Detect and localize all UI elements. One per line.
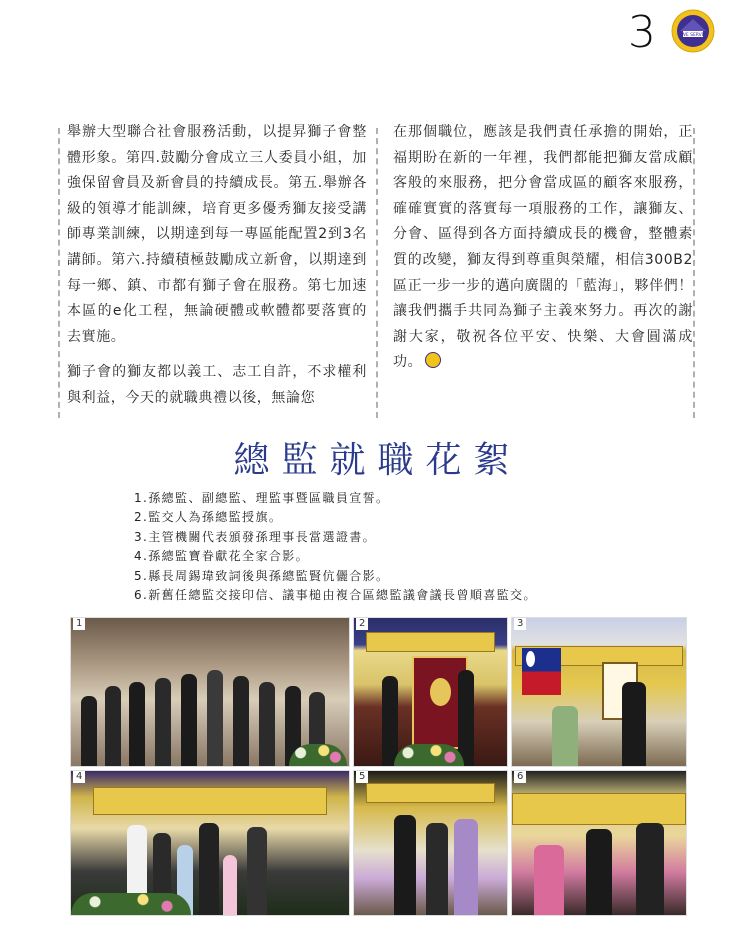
flower-arrangement <box>71 893 191 915</box>
lions-club-logo-icon <box>671 9 715 53</box>
photo-seal-handover <box>511 770 687 916</box>
photo-captions <box>134 489 537 605</box>
person-figure <box>207 670 223 766</box>
person-figure <box>259 682 275 766</box>
person-figure <box>426 823 448 915</box>
person-figure <box>81 696 97 766</box>
section-title: 總監就職花絮 <box>233 440 522 481</box>
person-figure <box>382 676 398 766</box>
ceremony-banner <box>93 787 327 815</box>
lions-emblem-icon <box>425 352 441 368</box>
person-figure <box>247 827 267 915</box>
person-figure <box>129 682 145 766</box>
left-dashed-border <box>58 128 60 418</box>
article-paragraph: 在那個職位，應該是我們責任承擔的開始，正福期盼在新的一年裡，我們都能把獅友當成顧客般的來服務，把分會當成區的顧客來服務，確確實實的落實每一項服務的工作，讓獅友、分會、區得到各方面持續成長的機會，整體素質的改變，獅友得到尊重與榮耀，相信300B2區正一步一步的邁向廣闊的「藍海」，夥伴們！讓我們攜手共同為獅子主義來努力。再次的謝謝大家，敬祝各位平安、快樂、大會圓滿成功。 <box>393 124 693 371</box>
caption-item: 5.縣長周錫瑋致詞後與孫總監賢伉儷合影。 <box>134 568 390 583</box>
caption-item: 2.監交人為孫總監授旗。 <box>134 510 283 525</box>
photo-number: 3 <box>514 618 526 630</box>
person-figure <box>155 678 171 766</box>
caption-item: 1.孫總監、副總監、理監事暨區職員宣誓。 <box>134 491 390 505</box>
photo-number: 1 <box>73 618 85 630</box>
person-figure <box>552 706 578 766</box>
article-paragraph: 舉辦大型聯合社會服務活動，以提昇獅子會整體形象。第四.鼓勵分會成立三人委員小組，加強保留會員及新會員的持續成長。第五.舉辦各級的領導才能訓練，培育更多優秀獅友接受講師專業訓練，以期達到每一專區能配置2到3名講師。第六.持續積極鼓勵成立新會，以期達到每一鄉、鎮、市都有獅子會在服務。第七加速本區的e化工程，無論硬體或軟體都要落實的去實施。 <box>67 124 367 345</box>
person-figure <box>394 815 416 915</box>
photo-number: 2 <box>356 618 368 630</box>
photo-flag-handover <box>353 617 508 767</box>
person-figure <box>223 855 237 915</box>
photo-number: 5 <box>356 771 368 783</box>
article-right-column <box>393 120 693 386</box>
person-figure <box>454 819 478 915</box>
person-figure <box>622 682 646 766</box>
person-figure <box>458 670 474 766</box>
person-figure <box>181 674 197 766</box>
page-number: 3 <box>628 7 656 58</box>
photo-certificate-presentation <box>511 617 687 767</box>
ceremony-banner <box>512 793 686 825</box>
person-figure <box>233 676 249 766</box>
caption-item: 4.孫總監寶眷獻花全家合影。 <box>134 549 310 564</box>
photo-county-mayor <box>353 770 508 916</box>
person-figure <box>199 823 219 915</box>
person-figure <box>636 823 664 915</box>
caption-item: 3.主管機關代表頒發孫理事長當選證書。 <box>134 529 377 544</box>
article-left-column <box>67 120 367 422</box>
flower-arrangement <box>394 744 464 766</box>
ceremony-banner <box>366 783 495 803</box>
flower-arrangement <box>289 744 347 766</box>
middle-dashed-border <box>376 128 378 418</box>
person-figure <box>105 686 121 766</box>
national-flag <box>522 648 560 695</box>
logo-text: WE SERVE <box>681 33 705 38</box>
photo-oath-ceremony <box>70 617 350 767</box>
ceremony-banner <box>366 632 495 652</box>
right-dashed-border <box>693 128 695 418</box>
article-paragraph: 獅子會的獅友都以義工、志工自許，不求權利與利益，今天的就職典禮以後，無論您 <box>67 364 367 406</box>
photo-number: 4 <box>73 771 85 783</box>
caption-item: 6.新舊任總監交接印信、議事槌由複合區總監議會議長曾順喜監交。 <box>134 588 537 603</box>
photo-number: 6 <box>514 771 526 783</box>
person-figure <box>586 829 612 915</box>
photo-family-flowers <box>70 770 350 916</box>
person-figure <box>534 845 564 915</box>
